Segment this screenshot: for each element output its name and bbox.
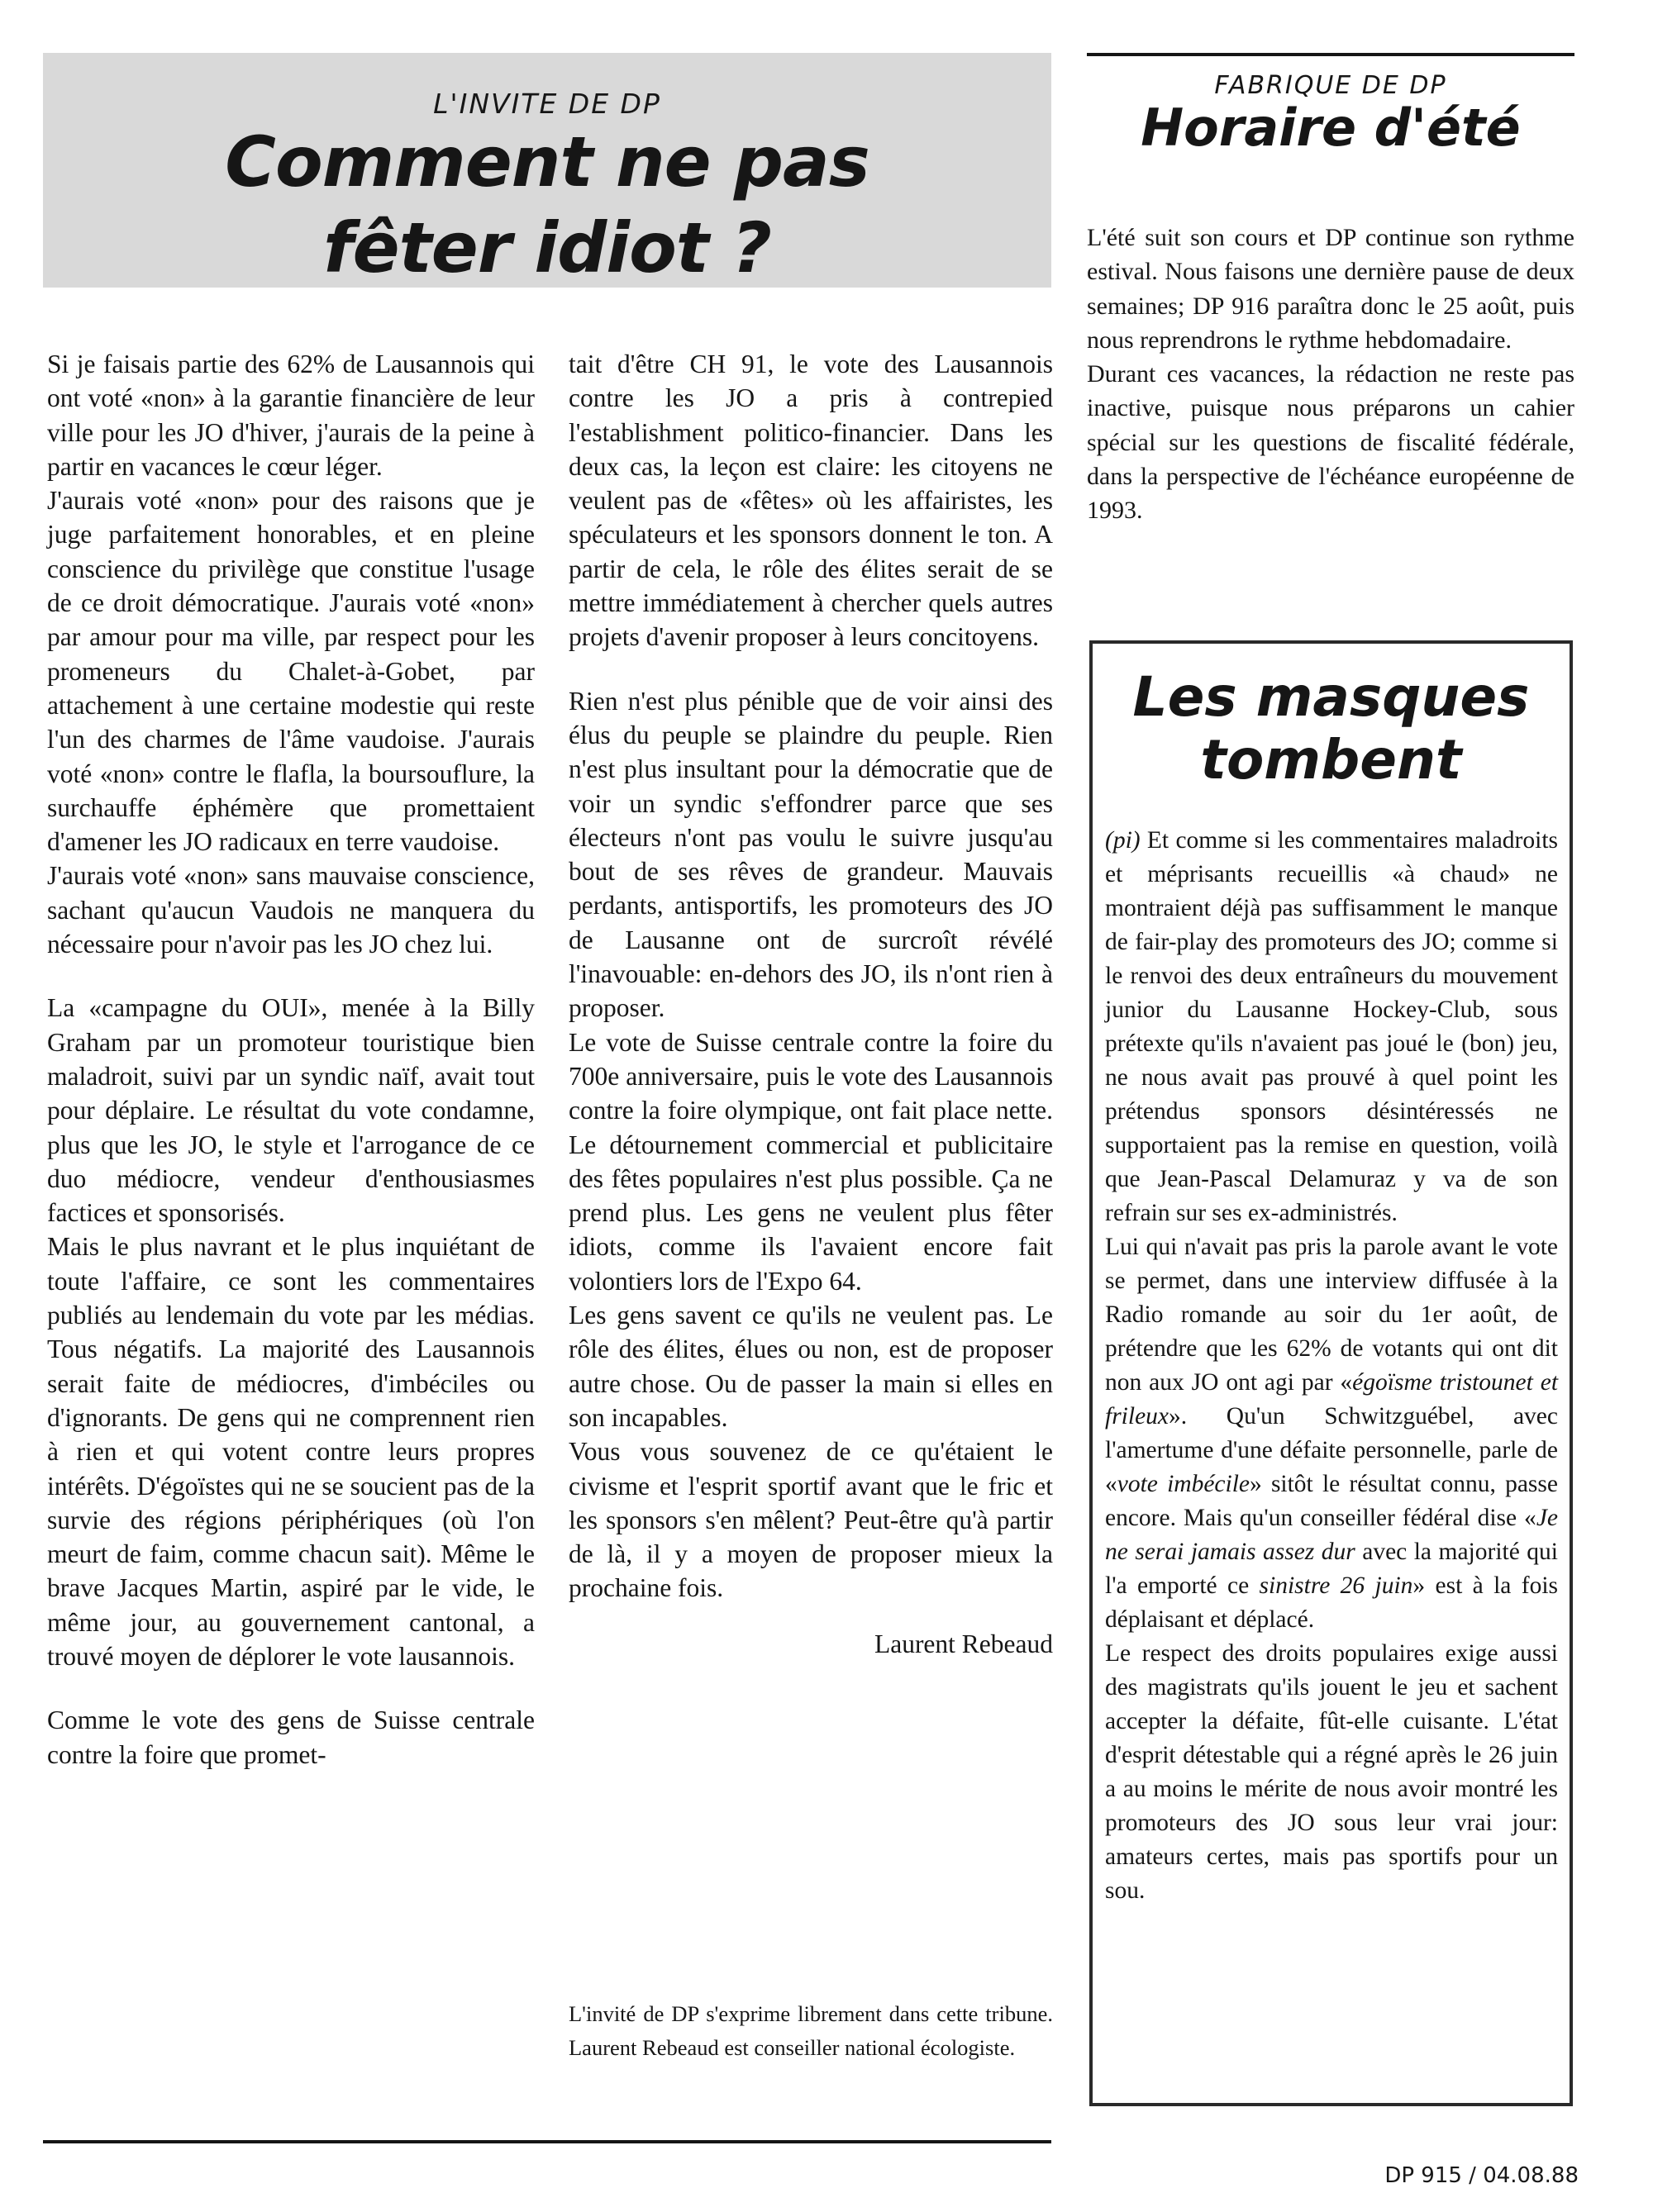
masques-text: » est à la fois déplaisant et déplacé. xyxy=(1105,1572,1559,1633)
author-note: L'invité de DP s'exprime librement dans cette tribune. Laurent Rebeaud est conseiller national écologiste. xyxy=(569,2001,1053,2060)
masques-title-line1: Les masques xyxy=(1132,665,1530,729)
invite-title xyxy=(43,119,1051,291)
masques-text: ». Qu'un Schwitzguébel, avec l'amertume d'une défaite personnelle, parle de « xyxy=(1105,1403,1558,1497)
author-signature: Laurent Rebeaud xyxy=(874,1629,1053,1658)
masques-text: Et comme si les commentaires maladroits et méprisants recueillis «à chaud» ne montraient déjà pas suffisamment le manque de fair-play des promoteurs des JO; comme si le renvoi des deux entraîneurs du mouvement junior du Lausanne Hockey-Club, sous prétexte qu'ils n'avaient pas joué le (bon) jeu, ne nous avait pas prouvé à quel point les prétendus sponsors désintéressés ne supportaient pas la remise en question, voilà que Jean-Pascal Delamuraz y va de son refrain sur ses ex-administrés. xyxy=(1105,827,1558,1226)
masques-title-line2: tombent xyxy=(1200,728,1462,792)
masques-paragraph: Le respect des droits populaires exige aussi des magistrats qu'ils jouent le jeu et sachent accepter la défaite, fût-elle cuisante. L'état d'esprit détestable qui a régné après le 26 juin a au moins le mérite de nous avoir montré les promoteurs des JO sous leur vrai jour: amateurs certes, mais pas sportifs pour un sou. xyxy=(1105,1640,1558,1904)
invite-title-line1: Comment ne pas xyxy=(225,121,869,202)
masques-quote: Je ne serai jamais assez dur xyxy=(1105,1505,1558,1565)
invite-paragraph: Si je faisais partie des 62% de Lausannois qui ont voté «non» à la garantie financière de leur ville pour les JO d'hiver, j'aurais de la peine à partir en vacances le cœur léger. xyxy=(47,350,535,481)
section-rule xyxy=(1087,53,1574,56)
invite-paragraph: La «campagne du OUI», menée à la Billy Graham par un promoteur touristique bien maladroit, suivi par un syndic naïf, avait tout pour déplaire. Le résultat du vote condamne, plus que les JO, le style et l'arrogance de ce duo médiocre, vendeur d'enthousiasmes factices et sponsorisés. xyxy=(47,993,535,1228)
invite-column-2 xyxy=(569,347,1053,1661)
masques-byline: (pi) xyxy=(1105,827,1141,854)
invite-header-panel xyxy=(43,53,1051,288)
invite-paragraph: Vous vous souvenez de ce qu'étaient le civisme et l'esprit sportif avant que le fric et les sponsors s'en mêlent? Peut-être qu'à partir de là, il y a moyen de proposer mieux la prochaine fois. xyxy=(569,1437,1053,1603)
masques-quote: égoïsme tristounet et frileux xyxy=(1105,1369,1559,1429)
fabrique-body xyxy=(1087,221,1574,528)
invite-paragraph: Les gens savent ce qu'ils ne veulent pas. Le rôle des élites, élues ou non, est de proposer autre chose. Ou de passer la main si elles en son incapables. xyxy=(569,1301,1053,1432)
masques-paragraph xyxy=(1105,1230,1558,1637)
invite-title-line2: fêter idiot ? xyxy=(323,207,771,288)
fabrique-paragraph: L'été suit son cours et DP continue son rythme estival. Nous faisons une dernière pause de deux semaines; DP 916 paraîtra donc le 25 août, puis nous reprendrons le rythme hebdomadaire. xyxy=(1087,224,1574,354)
invite-kicker: L'INVITE DE DP xyxy=(433,88,661,120)
invite-paragraph: Le vote de Suisse centrale contre la foire du 700e anniversaire, puis le vote des Lausannois contre la foire olympique, ont fait place nette. Le détournement commercial et publicitaire des fêtes populaires n'est plus possible. Ça ne prend plus. Les gens ne veulent plus fêter idiots, comme ils l'avaient encore fait volontiers lors de l'Expo 64. xyxy=(569,1027,1053,1296)
masques-text: Lui qui n'avait pas pris la parole avant le vote se permet, dans une interview diffusée à la Radio romande au soir du 1er août, de prétendre que les 62% de votants qui ont dit non aux JO ont agi par « xyxy=(1105,1234,1558,1396)
masques-paragraph xyxy=(1105,824,1558,1230)
masques-quote: sinistre 26 juin xyxy=(1259,1572,1413,1599)
fabrique-paragraph: Durant ces vacances, la rédaction ne reste pas inactive, puisque nous préparons un cahier spécial sur les questions de fiscalité fédérale, dans la perspective de l'échéance européenne de 1993. xyxy=(1087,360,1574,525)
invite-paragraph: J'aurais voté «non» sans mauvaise conscience, sachant qu'aucun Vaudois ne manquera du nécessaire pour n'avoir pas les JO chez lui. xyxy=(47,861,535,959)
masques-text: avec la majorité qui l'a emporté ce xyxy=(1105,1539,1558,1599)
masques-body xyxy=(1105,824,1558,1908)
invite-paragraph: Mais le plus navrant et le plus inquiétant de toute l'affaire, ce sont les commentaires publiés au lendemain du vote par les médias. Tous négatifs. La majorité des Lausannois serait faite de médiocres, d'imbéciles ou d'ignorants. De gens qui ne comprennent rien à rien et qui votent contre leurs propres intérêts. D'égoïstes qui ne se soucient pas de la survie des régions périphériques (où l'on meurt de faim, comme chacun sait). Même le brave Jacques Martin, aspiré par le vide, le même jour, au gouvernement cantonal, a trouvé moyen de déplorer le vote lausannois. xyxy=(47,1232,535,1671)
page-folio: DP 915 / 04.08.88 xyxy=(1384,2163,1579,2188)
masques-quote: vote imbécile xyxy=(1117,1471,1250,1497)
invite-paragraph: tait d'être CH 91, le vote des Lausannois contre les JO a pris à contrepied l'establishment politico-financier. Dans les deux cas, la leçon est claire: les citoyens ne veulent pas de «fêtes» où les affairistes, les spéculateurs et les sponsors donnent le ton. A partir de cela, le rôle des élites serait de se mettre immédiatement à chercher quels autres projets d'avenir proposer à leurs concitoyens. xyxy=(569,350,1053,652)
invite-paragraph: Comme le vote des gens de Suisse centrale contre la foire que promet- xyxy=(47,1705,535,1769)
invite-paragraph: Rien n'est plus pénible que de voir ainsi des élus du peuple se plaindre du peuple. Rien n'est plus insultant pour la démocratie que de voir un syndic s'effondrer parce que ses électeurs n'ont pas voulu le suivre jusqu'au bout de ses rêves de grandeur. Mauvais perdants, antisportifs, les promoteurs des JO de Lausanne ont de surcroît révélé l'inavouable: en-dehors des JO, ils n'ont rien à proposer. xyxy=(569,686,1053,1023)
fabrique-title: Horaire d'été xyxy=(1141,98,1521,158)
masques-text: » sitôt le résultat connu, passe encore. Mais qu'un conseiller fédéral dise « xyxy=(1105,1471,1558,1531)
invite-column-1 xyxy=(47,347,535,1772)
invite-paragraph: J'aurais voté «non» pour des raisons que je juge parfaitement honorables, et en pleine conscience du privilège que constitue l'usage de ce droit démocratique. J'aurais voté «non» par amour pour ma ville, par respect pour les promeneurs du Chalet-à-Gobet, par attachement à une certaine modestie qui reste l'un des charmes de l'âme vaudoise. J'aurais voté «non» contre le flafla, la boursouflure, la surchauffe éphémère que promettaient d'amener les JO radicaux en terre vaudoise. xyxy=(47,486,535,857)
fabrique-kicker: FABRIQUE DE DP xyxy=(1214,71,1447,100)
masques-title xyxy=(1093,666,1570,792)
bottom-rule xyxy=(43,2140,1051,2143)
